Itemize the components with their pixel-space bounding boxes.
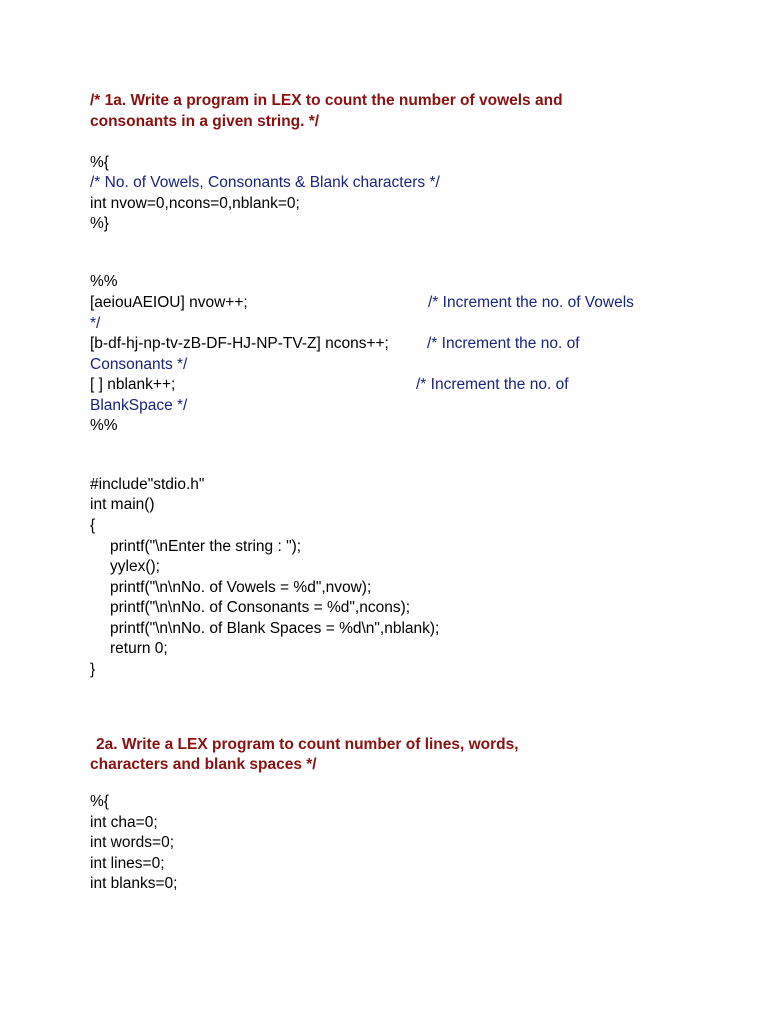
rule3-comment-end: BlankSpace */ [90,397,188,414]
body-line: printf("\n\nNo. of Consonants = %d",ncons); [110,599,411,616]
section1-heading-line2: consonants in a given string. */ [90,113,320,130]
rule2-comment-end: Consonants */ [90,356,188,373]
rules-close: %% [90,417,118,434]
section2-decl-open: %{ [90,793,109,810]
brace-close: } [90,661,96,678]
rule2-comment: /* Increment the no. of [427,335,580,352]
include-line: #include"stdio.h" [90,476,205,493]
decl-open: %{ [90,154,109,171]
rule1-comment-end: */ [90,315,101,332]
section2-heading-line1: 2a. Write a LEX program to count number of lines, words, [96,736,519,753]
body-line: printf("\nEnter the string : "); [110,538,302,555]
decl-int: int nvow=0,ncons=0,nblank=0; [90,195,300,212]
rules-open: %% [90,273,118,290]
body-line: printf("\n\nNo. of Blank Spaces = %d\n",nblank); [110,620,440,637]
section1-heading-line1: /* 1a. Write a program in LEX to count the number of vowels and [90,92,563,109]
section2-decl: int cha=0; [90,814,158,831]
body-line: yylex(); [110,558,160,575]
main-signature: int main() [90,496,155,513]
rule1-code: [aeiouAEIOU] nvow++; [90,294,248,311]
decl-comment: /* No. of Vowels, Consonants & Blank characters */ [90,174,440,191]
body-line: printf("\n\nNo. of Vowels = %d",nvow); [110,579,372,596]
section2-decl: int words=0; [90,834,175,851]
rule2-code: [b-df-hj-np-tv-zB-DF-HJ-NP-TV-Z] ncons++; [90,335,389,352]
section2-decl: int blanks=0; [90,875,178,892]
body-line: return 0; [110,640,168,657]
brace-open: { [90,517,96,534]
rule3-code: [ ] nblank++; [90,376,176,393]
section2-heading-line2: characters and blank spaces */ [90,756,317,773]
rule1-comment: /* Increment the no. of Vowels [428,294,634,311]
decl-close: %} [90,215,109,232]
rule3-comment: /* Increment the no. of [416,376,569,393]
section2-decl: int lines=0; [90,855,165,872]
